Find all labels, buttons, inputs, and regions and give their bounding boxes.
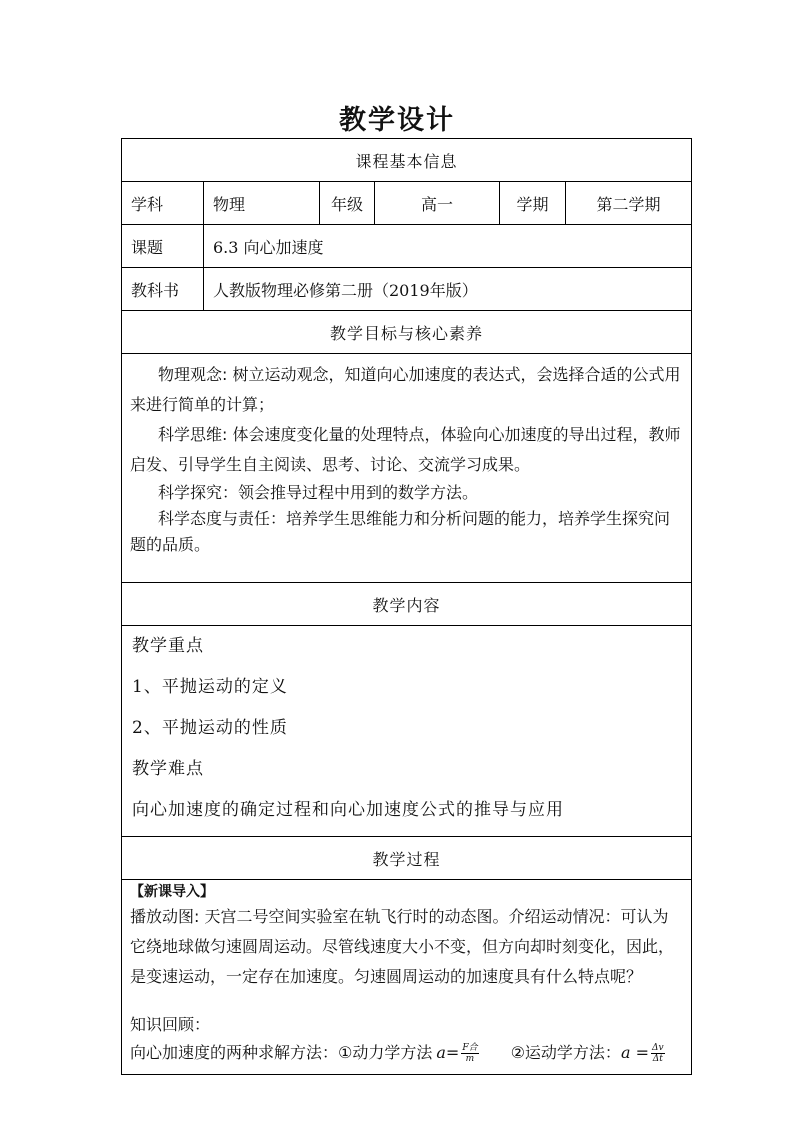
- term-value: 第二学期: [566, 182, 692, 225]
- key-point-2: 2、平抛运动的性质: [132, 718, 288, 738]
- dynamics-numerator: F合: [462, 1042, 478, 1053]
- methods-line: [130, 1040, 683, 1066]
- dynamics-denominator: m: [465, 1053, 475, 1064]
- key-points-heading: 教学重点: [132, 636, 204, 656]
- goals-header: 教学目标与核心素养: [122, 311, 692, 354]
- grade-label: 年级: [320, 182, 375, 225]
- content-body: [122, 626, 692, 837]
- methods-prefix: 向心加速度的两种求解方法：: [130, 1043, 339, 1062]
- goal-scientific-attitude: 科学态度与责任：培养学生思维能力和分析问题的能力，培养学生探究问题的品质。: [130, 509, 671, 554]
- method1-lhs: a=: [436, 1043, 460, 1062]
- textbook-label: 教科书: [122, 268, 204, 311]
- grade-value: 高一: [375, 182, 500, 225]
- difficulty-heading: 教学难点: [132, 759, 204, 779]
- dynamics-formula-fraction: [461, 1043, 478, 1064]
- topic-value: 6.3 向心加速度: [204, 225, 692, 268]
- document-title: 教学设计: [339, 105, 455, 136]
- new-lesson-intro-title: 【新课导入】: [130, 884, 214, 900]
- goal-physics-concept: 物理观念: 树立运动观念，知道向心加速度的表达式，会选择合适的公式用来进行简单的计算；: [130, 365, 681, 414]
- process-body: [122, 880, 692, 1075]
- method2-lhs: a =: [620, 1043, 649, 1062]
- goal-scientific-thinking: 科学思维: 体会速度变化量的处理特点，体验向心加速度的导出过程，教师启发、引导学生自主阅读、思考、讨论、交流学习成果。: [130, 425, 681, 474]
- kinematics-denominator: Δt: [652, 1053, 663, 1064]
- method1-label: ①动力学方法: [338, 1043, 433, 1062]
- key-point-1: 1、平抛运动的定义: [132, 677, 288, 697]
- subject-value: 物理: [204, 182, 320, 225]
- topic-label: 课题: [122, 225, 204, 268]
- review-label: 知识回顾：: [130, 1015, 211, 1034]
- kinematics-formula-fraction: [651, 1043, 665, 1064]
- subject-label: 学科: [122, 182, 204, 225]
- kinematics-numerator: Δv: [651, 1042, 664, 1053]
- difficulty-1: 向心加速度的确定过程和向心加速度公式的推导与应用: [132, 800, 564, 820]
- intro-paragraph: 播放动图: 天宫二号空间实验室在轨飞行时的动态图。介绍运动情况：可认为它绕地球做匀速圆周运动。尽管线速度大小不变，但方向却时刻变化，因此，是变速运动，一定存在加速度。匀速圆周运动的加速度具有什么特点呢？: [130, 907, 675, 986]
- process-header: 教学过程: [122, 837, 692, 880]
- goal-scientific-inquiry: 科学探究：领会推导过程中用到的数学方法。: [158, 483, 479, 502]
- term-label: 学期: [500, 182, 566, 225]
- content-header: 教学内容: [122, 583, 692, 626]
- goals-body: [122, 354, 692, 583]
- textbook-value: 人教版物理必修第二册（2019年版）: [204, 268, 692, 311]
- basic-info-header: 课程基本信息: [122, 139, 692, 182]
- lesson-design-table: [121, 138, 692, 1075]
- method2-label: ②运动学方法：: [510, 1043, 621, 1062]
